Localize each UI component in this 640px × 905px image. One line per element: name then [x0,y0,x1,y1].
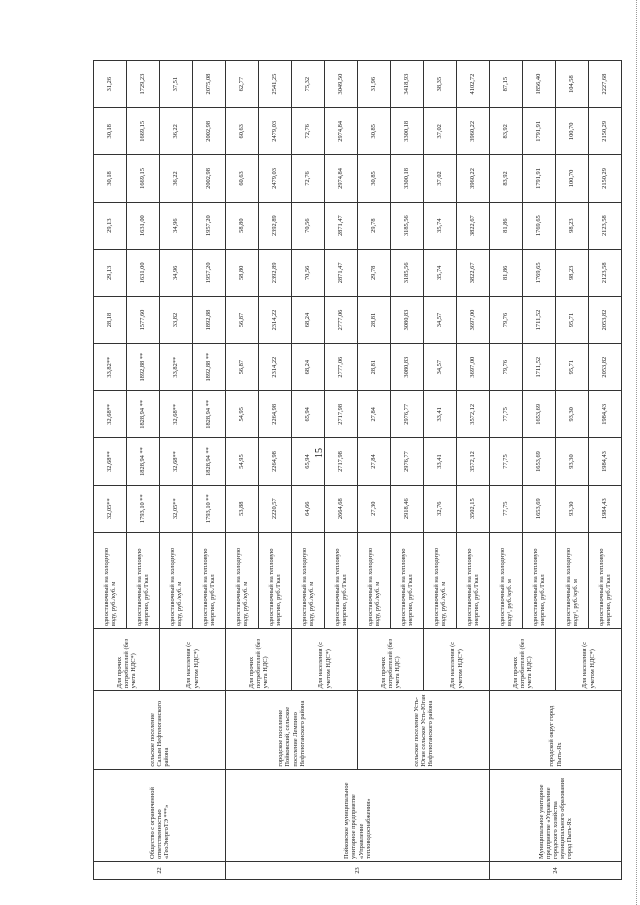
cell-value: 27,30 [358,485,391,532]
cell-value: 32,68** [160,391,193,438]
cell-value: 81,86 [490,202,523,249]
cell-value: 56,87 [226,344,259,391]
cell-value: 3822,67 [457,202,490,249]
cell-value: 60,63 [226,108,259,155]
cell-value: 2123,58 [589,249,622,296]
cell-value: 1769,65 [523,249,556,296]
cell-value: 30,85 [358,155,391,202]
cell-value: 98,23 [556,202,589,249]
cell-value: 77,75 [490,391,523,438]
cell-value: 2392,89 [259,202,292,249]
cell-value: 2871,47 [325,249,358,296]
cell-place: городское поселение Пойковский, сельское поселение Лемпино Нефтеюганского района [226,691,358,769]
cell-value: 1793,10 ** [193,485,226,532]
cell-value: 2314,22 [259,296,292,343]
cell-value: 3418,93 [391,61,424,108]
cell-value: 3300,18 [391,155,424,202]
cell-value: 93,30 [556,438,589,485]
cell-value: 34,96 [160,249,193,296]
cell-value: 32,68** [94,391,127,438]
cell-value: 1711,52 [523,296,556,343]
cell-value: 29,78 [358,202,391,249]
cell-value: 79,76 [490,344,523,391]
cell-value: 28,81 [358,344,391,391]
cell-value: 28,81 [358,296,391,343]
cell-value: 2777,06 [325,344,358,391]
cell-value: 83,92 [490,108,523,155]
cell-group: Для населения (с учетом НДС*) [160,629,226,691]
cell-value: 32,68** [94,438,127,485]
cell-group: Для прочих потребителей (без учета НДС) [226,629,292,691]
cell-value: 2541,25 [259,61,292,108]
cell-value: 70,56 [292,249,325,296]
cell-value: 32,05** [160,485,193,532]
cell-place: городской округ город Пыть-Ях [490,691,622,769]
cell-value: 32,05** [94,485,127,532]
cell-value: 34,57 [424,296,457,343]
cell-service: одноставочный на холодную воду¹, руб./куб. м [490,532,523,628]
cell-num: 23 [226,861,490,879]
cell-value: 1791,91 [523,108,556,155]
cell-value: 32,68** [160,438,193,485]
cell-value: 3185,56 [391,202,424,249]
cell-value: 1892,88 ** [127,344,160,391]
cell-value: 1793,10 ** [127,485,160,532]
cell-value: 2974,84 [325,108,358,155]
cell-value: 81,86 [490,249,523,296]
cell-value: 2717,98 [325,438,358,485]
cell-service: одноставочный на тепловую энергию, руб./Гкал [523,532,556,628]
cell-group: Для населения (с учетом НДС*) [292,629,358,691]
cell-value: 58,80 [226,202,259,249]
cell-place: сельское поселение Усть-Юган сельское Усть-Юган Нефтеюганского района [358,691,490,769]
cell-value: 3572,12 [457,438,490,485]
cell-value: 28,18 [94,296,127,343]
cell-value: 3960,22 [457,155,490,202]
cell-value: 65,94 [292,438,325,485]
cell-group: Для прочих потребителей (без учета НДС) [490,629,556,691]
cell-value: 2150,29 [589,108,622,155]
page-number: 15 [314,448,325,458]
cell-value: 34,57 [424,344,457,391]
cell-value: 29,78 [358,249,391,296]
cell-value: 37,02 [424,155,457,202]
cell-value: 68,24 [292,296,325,343]
cell-value: 1984,43 [589,485,622,532]
cell-value: 3300,18 [391,108,424,155]
cell-value: 2227,68 [589,61,622,108]
cell-num: 22 [94,861,226,879]
cell-service: одноставочный на тепловую энергию, руб./Гкал [391,532,424,628]
cell-value: 68,24 [292,344,325,391]
cell-value: 1653,69 [523,391,556,438]
table-row [94,61,127,880]
cell-value: 70,56 [292,202,325,249]
cell-group: Для населения (с учетом НДС*) [556,629,622,691]
cell-value: 1828,94 ** [193,438,226,485]
cell-value: 3697,00 [457,296,490,343]
cell-value: 98,23 [556,249,589,296]
cell-value: 2976,77 [391,391,424,438]
cell-value: 2075,08 [193,61,226,108]
cell-value: 30,85 [358,108,391,155]
cell-value: 2053,82 [589,296,622,343]
table-body [94,61,622,880]
cell-value: 33,82 [160,296,193,343]
cell-value: 1711,52 [523,344,556,391]
cell-value: 65,94 [292,391,325,438]
cell-value: 83,92 [490,155,523,202]
cell-value: 2664,68 [325,485,358,532]
table-row [490,61,523,880]
cell-service: одноставочный на холодную воду, руб./куб. м [292,532,325,628]
cell-value: 2053,82 [589,344,622,391]
cell-service: одноставочный на тепловую энергию, руб./Гкал [589,532,622,628]
cell-value: 31,96 [358,61,391,108]
cell-value: 2777,06 [325,296,358,343]
cell-value: 2392,89 [259,249,292,296]
cell-value: 1669,15 [127,108,160,155]
cell-value: 2123,58 [589,202,622,249]
cell-service: одноставочный на холодную воду, руб./куб. м [226,532,259,628]
tariff-table-rotated [93,60,612,880]
cell-value: 37,02 [424,108,457,155]
cell-value: 100,70 [556,108,589,155]
cell-group: Для прочих потребителей (без учета НДС) [358,629,424,691]
cell-value: 53,88 [226,485,259,532]
page-edge-line [635,0,637,905]
cell-value: 77,75 [490,485,523,532]
cell-value: 4102,72 [457,61,490,108]
cell-value: 29,13 [94,249,127,296]
cell-value: 1577,60 [127,296,160,343]
cell-org: Общество с ограниченной ответственностью «ГеоЭнергоТЭ ***» [94,769,226,861]
cell-value: 36,22 [160,155,193,202]
cell-place: сельское поселение Салым Нефтеюганского района [94,691,226,769]
cell-value: 1892,88 [193,296,226,343]
cell-value: 1957,20 [193,202,226,249]
cell-group: Для населения (с учетом НДС*) [424,629,490,691]
cell-value: 54,95 [226,438,259,485]
cell-value: 1631,00 [127,249,160,296]
cell-value: 72,76 [292,155,325,202]
cell-value: 104,58 [556,61,589,108]
cell-org: Пойковское муниципальное унитарное предприятие «Управление тепловодоснабжения» [226,769,490,861]
cell-org: Муниципальное унитарное предприятие «Управление городского хозяйства муниципального образования город Пыть-Ях [490,769,622,861]
cell-value: 32,76 [424,485,457,532]
table-row [226,61,259,880]
cell-value: 2264,98 [259,391,292,438]
cell-value: 93,30 [556,391,589,438]
cell-value: 2150,29 [589,155,622,202]
cell-value: 1653,69 [523,485,556,532]
cell-value: 1729,23 [127,61,160,108]
cell-value: 95,71 [556,344,589,391]
cell-value: 33,41 [424,391,457,438]
cell-service: одноставочный на тепловую энергию, руб./Гкал [193,532,226,628]
cell-value: 35,74 [424,202,457,249]
cell-service: одноставочный на холодную воду, руб./куб. м [160,532,193,628]
cell-value: 1828,94 ** [193,391,226,438]
cell-value: 2871,47 [325,202,358,249]
cell-value: 34,96 [160,202,193,249]
cell-value: 1856,40 [523,61,556,108]
cell-value: 1631,00 [127,202,160,249]
cell-value: 64,66 [292,485,325,532]
cell-value: 93,30 [556,485,589,532]
cell-value: 2264,98 [259,438,292,485]
cell-value: 33,41 [424,438,457,485]
cell-service: одноставочный на холодную воду¹, руб./куб. м [556,532,589,628]
cell-value: 77,75 [490,438,523,485]
cell-value: 75,32 [292,61,325,108]
cell-value: 1669,15 [127,155,160,202]
cell-service: одноставочный на тепловую энергию, руб./Гкал [325,532,358,628]
table-row [358,61,391,880]
cell-value: 3080,83 [391,296,424,343]
cell-value: 2220,57 [259,485,292,532]
cell-value: 79,76 [490,296,523,343]
cell-value: 31,26 [94,61,127,108]
cell-value: 3572,12 [457,391,490,438]
cell-value: 2717,98 [325,391,358,438]
cell-group: Для прочих потребителей (без учета НДС*) [94,629,160,691]
cell-service: одноставочный на холодную воду, руб./куб. м [94,532,127,628]
cell-value: 30,18 [94,155,127,202]
cell-value: 1769,65 [523,202,556,249]
cell-value: 3080,83 [391,344,424,391]
cell-value: 37,51 [160,61,193,108]
cell-value: 60,63 [226,155,259,202]
cell-value: 2002,98 [193,155,226,202]
cell-value: 95,71 [556,296,589,343]
tariff-table [93,60,622,880]
cell-value: 1984,43 [589,391,622,438]
cell-value: 33,82** [160,344,193,391]
cell-value: 2314,22 [259,344,292,391]
cell-value: 30,18 [94,108,127,155]
cell-value: 29,13 [94,202,127,249]
cell-value: 3049,50 [325,61,358,108]
cell-value: 62,77 [226,61,259,108]
cell-value: 27,84 [358,391,391,438]
cell-value: 33,82** [94,344,127,391]
cell-value: 38,35 [424,61,457,108]
cell-value: 1791,91 [523,155,556,202]
cell-value: 2918,46 [391,485,424,532]
cell-value: 1957,20 [193,249,226,296]
cell-value: 2002,98 [193,108,226,155]
cell-value: 87,15 [490,61,523,108]
cell-value: 1892,88 ** [193,344,226,391]
cell-value: 2974,84 [325,155,358,202]
cell-service: одноставочный на тепловую энергию, руб./Гкал [457,532,490,628]
cell-value: 27,84 [358,438,391,485]
cell-value: 56,87 [226,296,259,343]
cell-value: 3185,56 [391,249,424,296]
cell-value: 100,70 [556,155,589,202]
cell-value: 1984,43 [589,438,622,485]
cell-value: 35,74 [424,249,457,296]
cell-value: 72,76 [292,108,325,155]
cell-service: одноставочный на холодную воду, руб./куб. м [424,532,457,628]
cell-value: 1828,94 ** [127,391,160,438]
cell-value: 2976,77 [391,438,424,485]
cell-service: одноставочный на тепловую энергию, руб./Гкал [259,532,292,628]
cell-value: 2479,03 [259,108,292,155]
cell-value: 36,22 [160,108,193,155]
cell-value: 3697,00 [457,344,490,391]
cell-value: 3502,15 [457,485,490,532]
cell-value: 3960,22 [457,108,490,155]
cell-value: 54,95 [226,391,259,438]
cell-value: 2479,03 [259,155,292,202]
cell-value: 3822,67 [457,249,490,296]
cell-service: одноставочный на тепловую энергию, руб./Гкал [127,532,160,628]
cell-value: 1828,94 ** [127,438,160,485]
cell-value: 58,80 [226,249,259,296]
cell-num: 24 [490,861,622,879]
cell-service: одноставочный на холодную воду, руб./куб. м [358,532,391,628]
cell-value: 1653,69 [523,438,556,485]
